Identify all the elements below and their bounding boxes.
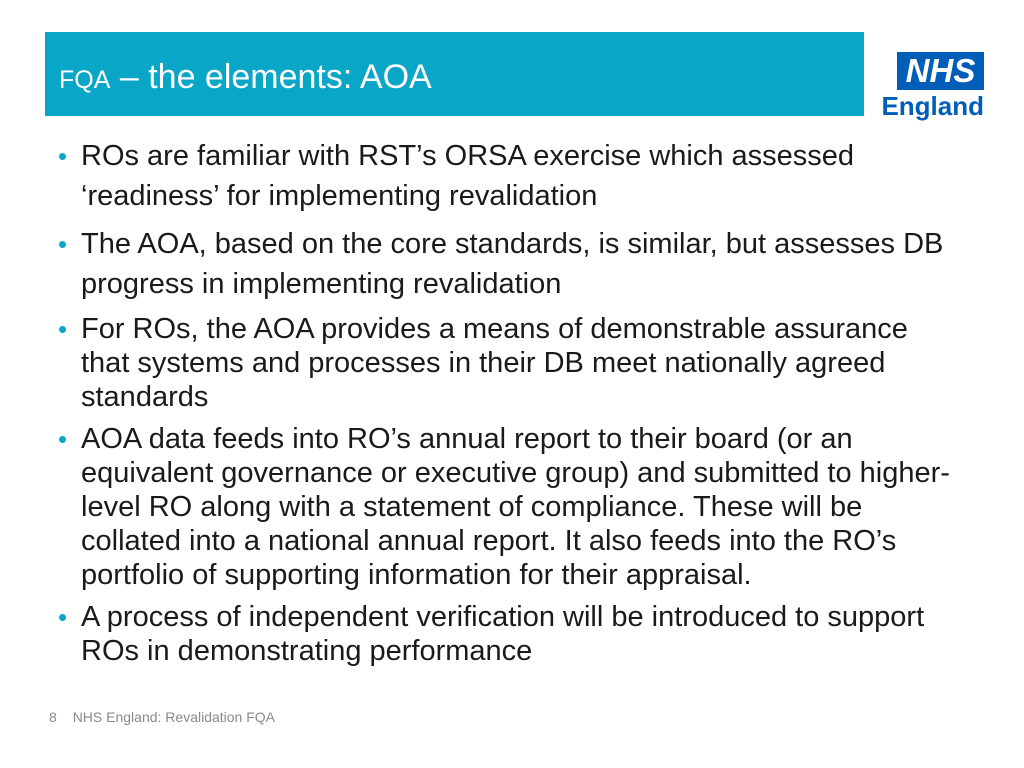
bullet-item [58, 312, 958, 414]
bullet-item [58, 136, 958, 216]
bullet-marker: • [58, 141, 68, 171]
title-prefix: FQA [59, 66, 111, 94]
bullet-text: AOA data feeds into RO’s annual report to their board (or an equivalent governance or executive group) and submitted to higher-level RO along with a statement of compliance. These will be collated into a national annual report. It also feeds into the RO’s portfolio of supporting information for their appraisal. [81, 423, 950, 591]
bullet-text: For ROs, the AOA provides a means of demonstrable assurance that systems and processes in their DB meet nationally agreed standards [81, 313, 908, 413]
bullet-marker: • [58, 314, 68, 344]
bullet-item [58, 224, 958, 304]
footer-text: NHS England: Revalidation FQA [72, 709, 276, 725]
slide-footer [49, 709, 275, 725]
bullet-text: ROs are familiar with RST’s ORSA exercise which assessed ‘readiness’ for implementing revalidation [81, 140, 855, 212]
bullet-text: A process of independent verification will be introduced to support ROs in demonstrating performance [81, 601, 925, 667]
nhs-logo-box: NHS [897, 52, 984, 90]
bullet-marker: • [58, 424, 68, 454]
bullet-item [58, 422, 958, 592]
slide-title [59, 58, 432, 97]
bullet-text: The AOA, based on the core standards, is similar, but assesses DB progress in implementing revalidation [81, 228, 944, 300]
bullet-marker: • [58, 602, 68, 632]
page-number: 8 [49, 709, 57, 725]
nhs-logo-wordmark: England [881, 91, 984, 121]
bullet-item [58, 600, 958, 668]
bullet-marker: • [58, 229, 68, 259]
bullet-list [58, 136, 958, 676]
nhs-england-logo [876, 52, 984, 124]
title-bar [45, 32, 864, 116]
title-rest: – the elements: AOA [110, 58, 432, 96]
